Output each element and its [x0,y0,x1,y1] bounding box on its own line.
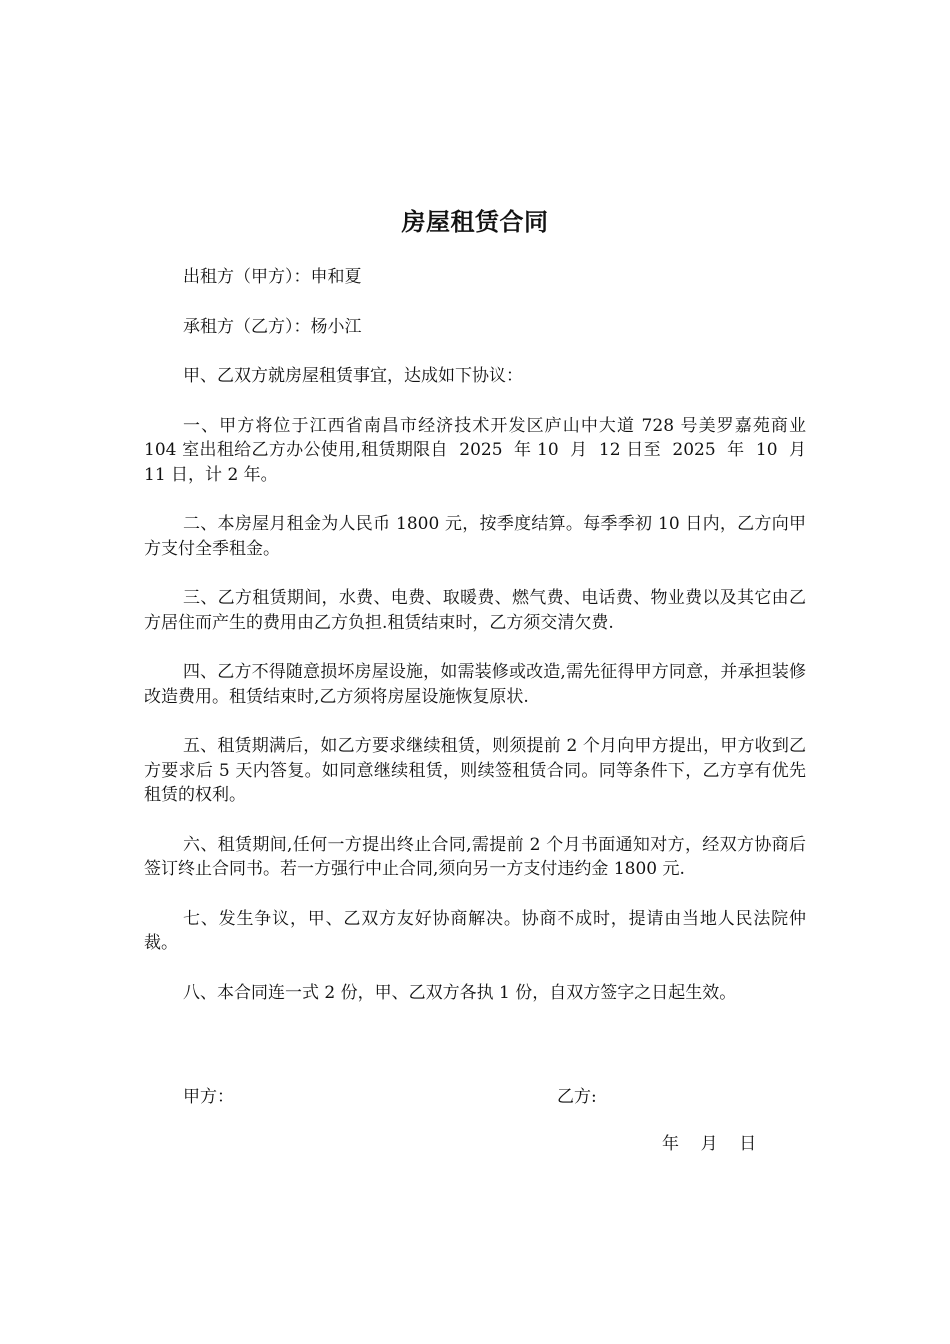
signing-date-line: 年 月 日 [662,1134,757,1154]
clause-5: 五、租赁期满后，如乙方要求继续租赁，则须提前 2 个月向甲方提出，甲方收到乙方要求后 5 天内答复。如同意继续租赁，则续签租赁合同。同等条件下，乙方享有优先租赁的权利。 [144,736,806,805]
lessee-line: 承租方（乙方）：杨小江 [183,316,362,337]
clause-4: 四、乙方不得随意损坏房屋设施，如需装修或改造,需先征得甲方同意，并承担装修改造费用。租赁结束时,乙方须将房屋设施恢复原状. [144,662,806,707]
party-a-signature-label: 甲方： [183,1087,234,1107]
clause-6: 六、租赁期间,任何一方提出终止合同,需提前 2 个月书面通知对方，经双方协商后签订终止合同书。若一方强行中止合同,须向另一方支付违约金 1800 元. [144,834,806,879]
document-title: 房屋租赁合同 [401,208,549,236]
clause-7: 七、发生争议，甲、乙双方友好协商解决。协商不成时，提请由当地人民法院仲裁。 [144,908,806,953]
clause-2: 二、本房屋月租金为人民币 1800 元，按季度结算。每季季初 10 日内，乙方向甲方支付全季租金。 [144,514,806,559]
clause-8: 八、本合同连一式 2 份，甲、乙双方各执 1 份，自双方签字之日起生效。 [183,982,737,1003]
agreement-intro: 甲、乙双方就房屋租赁事宜，达成如下协议： [183,366,523,386]
lessor-line: 出租方（甲方）：申和夏 [183,267,362,287]
clause-3: 三、乙方租赁期间，水费、电费、取暖费、燃气费、电话费、物业费以及其它由乙方居住而产生的费用由乙方负担.租赁结束时，乙方须交清欠费. [144,588,806,633]
clause-1: 一、甲方将位于江西省南昌市经济技术开发区庐山中大道 728 号美罗嘉苑商业 104 室出租给乙方办公使用,租赁期限自 2025 年 10 月 12 日至 2025 年 10 月 11 日，计 2 年。 [144,415,817,485]
party-b-signature-label: 乙方: [557,1087,597,1107]
contract-body [144,265,817,1030]
